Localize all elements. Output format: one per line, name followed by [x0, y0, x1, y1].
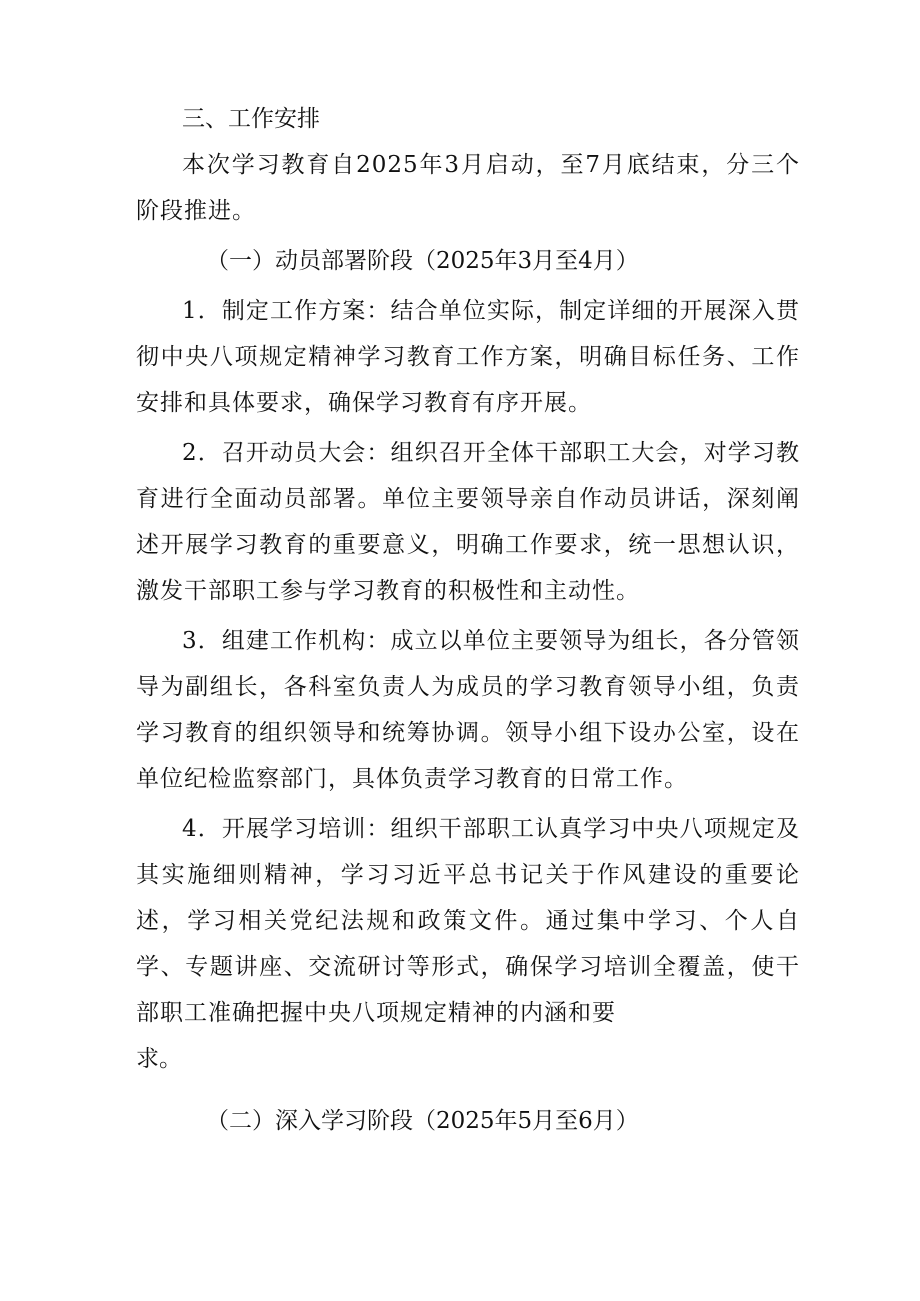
item-4-tail: 求。 — [136, 1046, 182, 1072]
stage2-heading: （二）深入学习阶段（2025年5月至6月） — [206, 1108, 639, 1134]
document-body — [136, 96, 800, 1148]
stage1-heading: （一）动员部署阶段（2025年3月至4月） — [206, 248, 639, 274]
section-heading: 三、工作安排 — [182, 106, 320, 132]
item-2-paragraph: 2．召开动员大会：组织召开全体干部职工大会，对学习教育进行全面动员部署。单位主要领导亲自作动员讲话，深刻阐述开展学习教育的重要意义，明确工作要求，统一思想认识，激发干部职工参与学习教育的积极性和主动性。 — [136, 440, 800, 604]
intro-paragraph: 本次学习教育自2025年3月启动，至7月底结束，分三个阶段推进。 — [136, 152, 800, 224]
item-4-paragraph: 4．开展学习培训：组织干部职工认真学习中央八项规定及其实施细则精神，学习习近平总书记关于作风建设的重要论述，学习相关党纪法规和政策文件。通过集中学习、个人自学、专题讲座、交流研讨等形式，确保学习培训全覆盖，使干部职工准确把握中央八项规定精神的内涵和要 — [136, 816, 800, 1026]
item-1-paragraph: 1．制定工作方案：结合单位实际，制定详细的开展深入贯彻中央八项规定精神学习教育工作方案，明确目标任务、工作安排和具体要求，确保学习教育有序开展。 — [136, 298, 800, 416]
item-3-paragraph: 3．组建工作机构：成立以单位主要领导为组长，各分管领导为副组长，各科室负责人为成员的学习教育领导小组，负责学习教育的组织领导和统筹协调。领导小组下设办公室，设在单位纪检监察部门，具体负责学习教育的日常工作。 — [136, 628, 800, 792]
